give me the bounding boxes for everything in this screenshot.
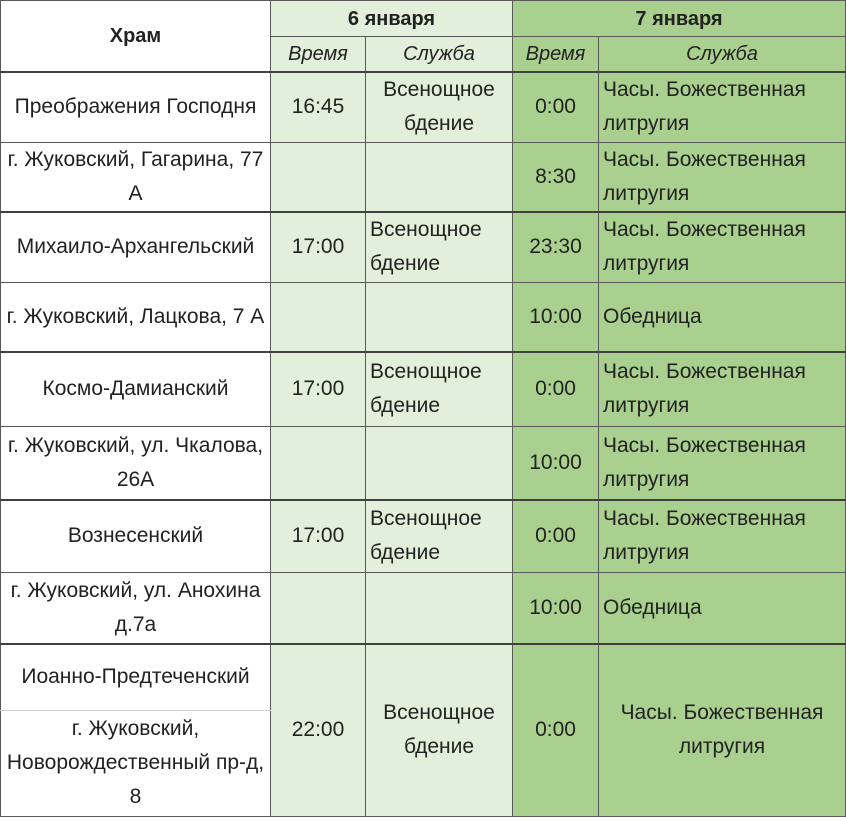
- table-row: [1, 142, 846, 212]
- temple-address: г. Жуковский, ул. Анохина д.7а: [1, 572, 271, 644]
- jan7-service: Обедница: [599, 282, 846, 352]
- temple-name: Вознесенский: [1, 500, 271, 572]
- table-row: [1, 72, 846, 142]
- jan7-service: Часы. Божественная литругия: [599, 212, 846, 282]
- header-jan7-time: Время: [513, 37, 599, 73]
- jan6-service: Всенощное бдение: [366, 644, 513, 816]
- jan7-service: Часы. Божественная литругия: [599, 352, 846, 426]
- table-row: [1, 212, 846, 282]
- jan6-time-empty: [271, 426, 366, 500]
- temple-address: г. Жуковский, ул. Чкалова, 26А: [1, 426, 271, 500]
- jan6-service: Всенощное бдение: [366, 72, 513, 142]
- table-row: [1, 644, 846, 710]
- jan7-time: 0:00: [513, 352, 599, 426]
- jan7-time: 0:00: [513, 644, 599, 816]
- jan6-time: 17:00: [271, 500, 366, 572]
- jan7-time: 8:30: [513, 142, 599, 212]
- jan6-time: 22:00: [271, 644, 366, 816]
- jan6-service: Всенощное бдение: [366, 352, 513, 426]
- table-row: [1, 500, 846, 572]
- table-row: [1, 352, 846, 426]
- table-row: [1, 282, 846, 352]
- temple-name: Михаило-Архангельский: [1, 212, 271, 282]
- header-jan7: 7 января: [513, 1, 846, 37]
- temple-name: Иоанно-Предтеченский: [1, 644, 271, 710]
- jan6-service-empty: [366, 142, 513, 212]
- jan6-time-empty: [271, 142, 366, 212]
- header-jan6: 6 января: [271, 1, 513, 37]
- jan7-time: 0:00: [513, 72, 599, 142]
- jan6-time-empty: [271, 572, 366, 644]
- temple-name: Преображения Господня: [1, 72, 271, 142]
- jan6-service: Всенощное бдение: [366, 212, 513, 282]
- header-jan7-service: Служба: [599, 37, 846, 73]
- jan7-time: 10:00: [513, 426, 599, 500]
- jan7-service: Часы. Божественная литругия: [599, 142, 846, 212]
- table-row: [1, 426, 846, 500]
- temple-address: г. Жуковский, Гагарина, 77 А: [1, 142, 271, 212]
- jan7-time: 10:00: [513, 282, 599, 352]
- header-jan6-time: Время: [271, 37, 366, 73]
- temple-address: г. Жуковский, Лацкова, 7 А: [1, 282, 271, 352]
- jan6-time-empty: [271, 282, 366, 352]
- jan7-service: Часы. Божественная литругия: [599, 426, 846, 500]
- header-jan6-service: Служба: [366, 37, 513, 73]
- jan6-time: 16:45: [271, 72, 366, 142]
- jan7-service: Часы. Божественная литругия: [599, 72, 846, 142]
- jan6-service-empty: [366, 426, 513, 500]
- jan6-service-empty: [366, 572, 513, 644]
- header-temple: Храм: [1, 1, 271, 73]
- temple-address: г. Жуковский, Новорождественный пр-д, 8: [1, 710, 271, 816]
- jan6-time: 17:00: [271, 212, 366, 282]
- table-row: [1, 572, 846, 644]
- jan7-service: Часы. Божественная литругия: [599, 644, 846, 816]
- jan7-time: 0:00: [513, 500, 599, 572]
- jan6-time: 17:00: [271, 352, 366, 426]
- jan6-service: Всенощное бдение: [366, 500, 513, 572]
- jan6-service-empty: [366, 282, 513, 352]
- jan7-service: Часы. Божественная литругия: [599, 500, 846, 572]
- jan7-time: 10:00: [513, 572, 599, 644]
- temple-name: Космо-Дамианский: [1, 352, 271, 426]
- jan7-time: 23:30: [513, 212, 599, 282]
- jan7-service: Обедница: [599, 572, 846, 644]
